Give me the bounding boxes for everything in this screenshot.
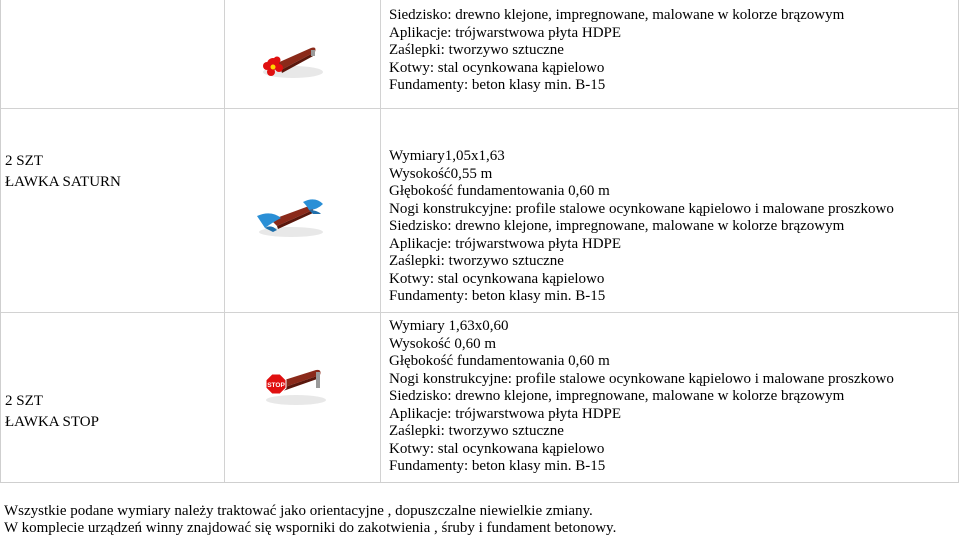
- row3-label: [5, 391, 99, 433]
- red-flower-bench-icon: [251, 30, 326, 90]
- spec-line: Fundamenty: beton klasy min. B-15: [389, 458, 606, 474]
- stop-sign-text: STOP: [267, 382, 285, 389]
- spec-line: Kotwy: stal ocynkowana kąpielowo: [389, 270, 605, 287]
- row-divider: [1, 108, 958, 109]
- quantity: 2 SZT: [5, 153, 43, 169]
- stop-bench-icon: [256, 360, 331, 415]
- spec-line: Aplikacje: trójwarstwowa płyta HDPE: [389, 235, 622, 252]
- spec-line: Zaślepki: tworzywo sztuczne: [389, 253, 564, 269]
- spec-line: Aplikacje: trójwarstwowa płyta HDPE: [389, 405, 622, 422]
- spec-line: Kotwy: stal ocynkowana kąpielowo: [389, 59, 605, 76]
- note-dimensions: Wszystkie podane wymiary należy traktować jako orientacyjne , dopuszczalne niewielkie zmiany.: [4, 503, 593, 519]
- spec-line: Głębokość fundamentowania 0,60 m: [389, 183, 610, 199]
- row2-label: [5, 151, 121, 193]
- spec-line: Zaślepki: tworzywo sztuczne: [389, 42, 564, 58]
- spec-line: Zaślepki: tworzywo sztuczne: [389, 423, 564, 439]
- row3-description: [389, 318, 894, 476]
- spec-line: Aplikacje: trójwarstwowa płyta HDPE: [389, 24, 622, 41]
- spec-line: Siedzisko: drewno klejone, impregnowane, malowane w kolorze brązowym: [389, 218, 845, 234]
- spec-line: Kotwy: stal ocynkowana kąpielowo: [389, 440, 605, 457]
- note-equipment: W komplecie urządzeń winny znajdować się wsporniki do zakotwienia , śruby i fundament betonowy.: [4, 520, 617, 536]
- product-name: ŁAWKA STOP: [5, 414, 99, 430]
- spec-line: Głębokość fundamentowania 0,60 m: [389, 353, 610, 369]
- column-divider: [224, 0, 225, 482]
- saturn-bench-icon: [251, 192, 331, 247]
- spec-line: Wymiary 1,63x0,60: [389, 318, 509, 334]
- row1-description: [389, 7, 844, 95]
- spec-line: Nogi konstrukcyjne: profile stalowe ocynkowane kąpielowo i malowane proszkowo: [389, 200, 894, 217]
- spec-line: Wysokość0,55 m: [389, 165, 493, 182]
- column-divider: [380, 0, 381, 482]
- spec-line: Wysokość 0,60 m: [389, 335, 497, 352]
- spec-line: Wymiary1,05x1,63: [389, 148, 505, 164]
- spec-line: Fundamenty: beton klasy min. B-15: [389, 288, 606, 304]
- quantity: 2 SZT: [5, 393, 43, 409]
- product-name: ŁAWKA SATURN: [5, 174, 121, 190]
- spec-line: Fundamenty: beton klasy min. B-15: [389, 77, 606, 93]
- spec-line: Siedzisko: drewno klejone, impregnowane, malowane w kolorze brązowym: [389, 388, 845, 404]
- spec-line: Siedzisko: drewno klejone, impregnowane, malowane w kolorze brązowym: [389, 7, 845, 23]
- row-divider: [1, 312, 958, 313]
- row2-description: [389, 148, 894, 306]
- spec-line: Nogi konstrukcyjne: profile stalowe ocynkowane kąpielowo i malowane proszkowo: [389, 370, 894, 387]
